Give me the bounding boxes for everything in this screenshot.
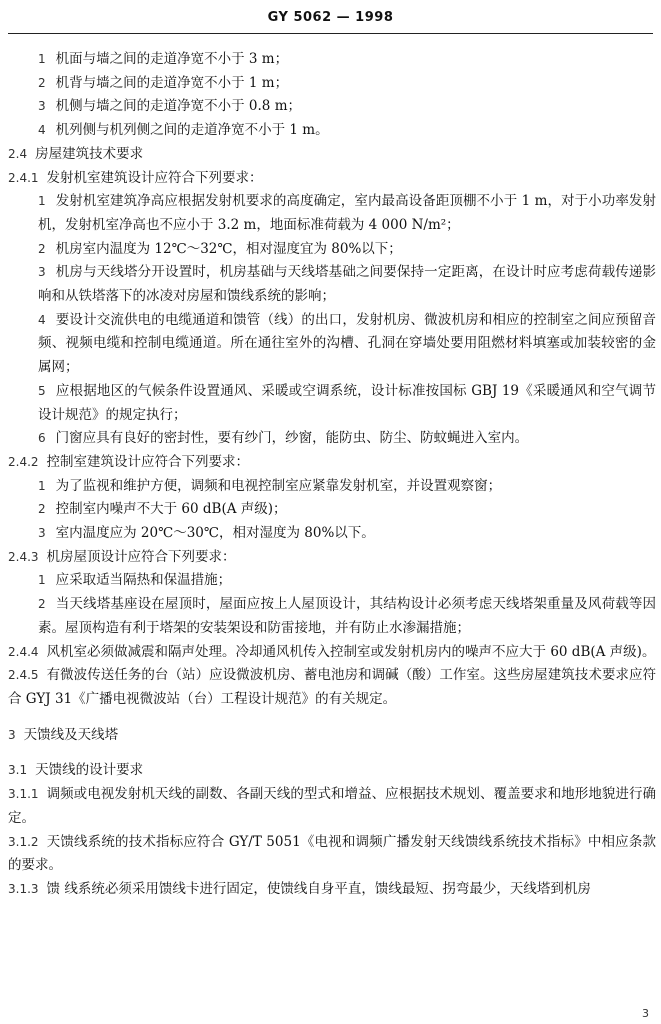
list-item bbox=[8, 95, 656, 119]
list-item bbox=[8, 569, 656, 593]
clause-paragraph bbox=[8, 546, 656, 570]
clause-text: 控制室建筑设计应符合下列要求： bbox=[46, 453, 250, 470]
clause-text: 馈 线系统必须采用馈线卡进行固定，使馈线自身平直，馈线最短、拐弯最少，天线塔到机房 bbox=[46, 880, 591, 897]
list-item bbox=[8, 48, 656, 72]
clause-paragraph bbox=[8, 724, 656, 748]
clause-text: 风机室必须做减震和隔声处理。冷却通风机传入控制室或发射机房内的噪声不应大于 60 dB(A 声级)。 bbox=[46, 643, 656, 660]
clause-text: 机房室内温度为 12℃～32℃，相对湿度宜为 80%以下； bbox=[55, 240, 402, 257]
section-gap bbox=[8, 747, 656, 759]
list-item bbox=[8, 72, 656, 96]
clause-number: 1 bbox=[38, 194, 46, 209]
clause-number: 2.4.3 bbox=[8, 549, 39, 564]
clause-text: 天馈线系统的技术指标应符合 GY/T 5051《电视和调频广播发射天线馈线系统技术指标》中相应条款的要求。 bbox=[8, 833, 656, 874]
clause-number: 3 bbox=[38, 526, 46, 541]
clause-text: 要设计交流供电的电缆通道和馈管（线）的出口，发射机房、微波机房和相应的控制室之间应预留音频、视频电缆和控制电缆通道。所在通往室外的沟槽、孔洞在穿墙处要用阻燃材料填塞或加装较密的金属网； bbox=[38, 311, 656, 376]
clause-number: 2.4.4 bbox=[8, 644, 39, 659]
standard-header: GY 5062 — 1998 bbox=[267, 10, 394, 25]
clause-number: 1 bbox=[38, 573, 46, 588]
clause-number: 3.1.3 bbox=[8, 881, 39, 896]
clause-text: 机面与墙之间的走道净宽不小于 3 m； bbox=[55, 51, 289, 67]
list-item bbox=[8, 309, 656, 380]
clause-number: 3 bbox=[38, 99, 46, 114]
page-number: 3 bbox=[642, 1007, 649, 1020]
clause-text: 天馈线的设计要求 bbox=[35, 762, 144, 779]
document-body bbox=[8, 48, 656, 902]
clause-number: 2.4.1 bbox=[8, 170, 39, 185]
header-rule bbox=[8, 33, 653, 34]
clause-text: 发射机室建筑设计应符合下列要求： bbox=[46, 169, 263, 186]
clause-text: 控制室内噪声不大于 60 dB(A 声级)； bbox=[55, 501, 287, 518]
clause-paragraph bbox=[8, 664, 656, 711]
clause-paragraph bbox=[8, 831, 656, 878]
clause-paragraph bbox=[8, 641, 656, 665]
clause-paragraph bbox=[8, 451, 656, 475]
list-item bbox=[8, 190, 656, 237]
clause-text: 应采取适当隔热和保温措施； bbox=[55, 572, 232, 589]
clause-number: 3.1.2 bbox=[8, 834, 39, 849]
list-item bbox=[8, 475, 656, 499]
clause-number: 2 bbox=[38, 75, 46, 90]
clause-paragraph bbox=[8, 167, 656, 191]
clause-text: 天馈线及天线塔 bbox=[23, 726, 119, 743]
clause-text: 有微波传送任务的台（站）应设微波机房、蓄电池房和调碱（酸）工作室。这些房屋建筑技术要求应符合 GYJ 31《广播电视微波站（台）工程设计规范》的有关规定。 bbox=[8, 667, 656, 707]
list-item bbox=[8, 522, 656, 546]
clause-paragraph bbox=[8, 783, 656, 830]
list-item bbox=[8, 238, 656, 262]
clause-number: 3 bbox=[8, 727, 16, 742]
clause-number: 4 bbox=[38, 312, 46, 327]
clause-text: 门窗应具有良好的密封性，要有纱门，纱窗，能防虫、防尘、防蚊蝇进入室内。 bbox=[55, 430, 529, 447]
clause-number: 6 bbox=[38, 431, 46, 446]
clause-text: 为了监视和维护方便，调频和电视控制室应紧靠发射机室，并设置观察窗； bbox=[55, 477, 502, 494]
clause-paragraph bbox=[8, 143, 656, 167]
list-item bbox=[8, 498, 656, 522]
clause-number: 3.1.1 bbox=[8, 787, 39, 802]
clause-number: 4 bbox=[38, 123, 46, 138]
clause-number: 2 bbox=[38, 597, 46, 612]
list-item bbox=[8, 593, 656, 640]
clause-text: 机列侧与机列侧之间的走道净宽不小于 1 m。 bbox=[55, 122, 329, 139]
clause-number: 3 bbox=[38, 265, 46, 280]
clause-text: 房屋建筑技术要求 bbox=[35, 145, 144, 162]
clause-number: 2 bbox=[38, 502, 46, 517]
clause-number: 2.4.2 bbox=[8, 454, 39, 469]
clause-text: 机房与天线塔分开设置时，机房基础与天线塔基础之间要保持一定距离，在设计时应考虑荷载传递影响和从铁塔落下的冰凌对房屋和馈线系统的影响； bbox=[38, 264, 656, 305]
section-gap bbox=[8, 712, 656, 724]
clause-text: 机侧与墙之间的走道净宽不小于 0.8 m； bbox=[55, 98, 301, 115]
list-item bbox=[8, 261, 656, 308]
clause-paragraph bbox=[8, 759, 656, 783]
clause-paragraph bbox=[8, 878, 656, 902]
clause-number: 2.4.5 bbox=[8, 668, 39, 683]
clause-number: 1 bbox=[38, 52, 46, 66]
clause-text: 应根据地区的气候条件设置通风、采暖或空调系统，设计标准按国标 GBJ 19《采暖通风和空气调节设计规范》的规定执行； bbox=[38, 382, 656, 423]
clause-number: 2 bbox=[38, 241, 46, 256]
clause-text: 室内温度应为 20℃～30℃，相对湿度为 80%以下。 bbox=[55, 525, 375, 542]
list-item bbox=[8, 427, 656, 451]
clause-text: 机房屋顶设计应符合下列要求： bbox=[46, 548, 236, 565]
clause-text: 当天线塔基座设在屋顶时，屋面应按上人屋顶设计，其结构设计必须考虑天线塔架重量及风荷载等因素。屋顶构造有利于塔架的安装架设和防雷接地，并有防止水渗漏措施； bbox=[38, 596, 656, 636]
clause-number: 5 bbox=[38, 383, 46, 398]
clause-text: 机背与墙之间的走道净宽不小于 1 m； bbox=[55, 74, 289, 91]
clause-number: 2.4 bbox=[8, 146, 28, 161]
list-item bbox=[8, 119, 656, 143]
list-item bbox=[8, 380, 656, 427]
clause-number: 1 bbox=[38, 478, 46, 493]
clause-number: 3.1 bbox=[8, 763, 28, 778]
clause-text: 调频或电视发射机天线的副数、各副天线的型式和增益、应根据技术规划、覆盖要求和地形地貌进行确定。 bbox=[8, 786, 656, 826]
clause-text: 发射机室建筑净高应根据发射机要求的高度确定，室内最高设备距顶棚不小于 1 m，对于小功率发射机，发射机室净高也不应小于 3.2 m，地面标准荷载为 4 000 N/m²； bbox=[38, 193, 656, 233]
